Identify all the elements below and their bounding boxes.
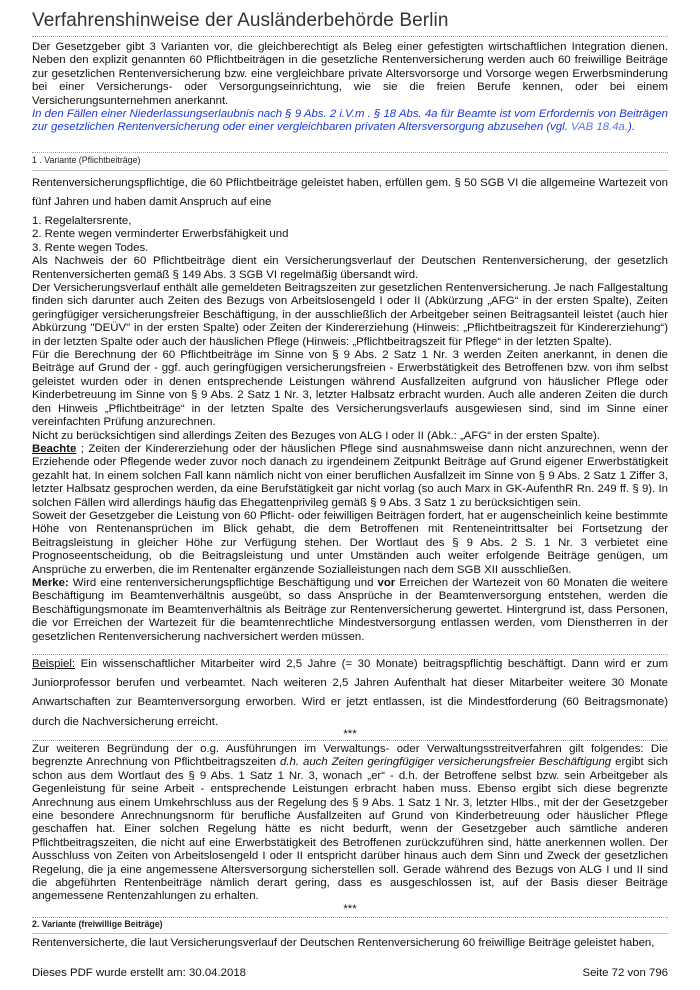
versicherungsverlauf-paragraph: Der Versicherungsverlauf enthält alle gemeldeten Beitragszeiten zur gesetzlichen Rentenversicherung. Je nach Fallgestaltung finden sich darunter auch Zeiten des Bezugs von Arbeitslosengeld I oder II (Abkürzung „AFG“ in der ersten Spalte), Zeiten geringfügiger versicherungsfreier Beschäftigung, in der ausschließlich der Arbeitgeber seinen Beitragsanteil leistet (auch hier Abkürzung "DEÜV" in der ersten Spalte) oder Zeiten der Kindererziehung (Hinweis: „Pflichtbeitragszeit für Kindererziehung“) in der letzten Spalte oder auch der häuslichen Pflege (Hinweis: „Pflichtbeitragszeit für Pflege“ in der letzten Spalte). [32,282,668,348]
variant2-heading: 2. Variante (freiwillige Beiträge) [32,919,163,929]
list-item: 1. Regelaltersrente, [32,215,132,227]
variant1-heading: 1 . Variante (Pflichtbeiträge) [32,155,141,165]
footer-created-date: Dieses PDF wurde erstellt am: 30.04.2018 [32,967,246,979]
beamte-note-end: ). [628,121,636,134]
title-divider [32,36,668,37]
separator-stars: *** [343,728,357,740]
beachte-paragraph [32,443,668,510]
begruendung-italic: d.h. auch Zeiten geringfügiger versicherungsfreier Beschäftigung [279,756,612,769]
footer-page-number: Seite 72 von 796 [582,967,668,979]
berechnung-paragraph: Für die Berechnung der 60 Pflichtbeiträge im Sinne von § 9 Abs. 2 Satz 1 Nr. 3 werden Zeiten anerkannt, in denen die Beiträge auf Grund der - ggf. auch geringfügigen versicherungsfreien - Erwerbstätigkeit des Betroffenen bzw. von ihm selbst geleistet wurden oder in denen entsprechende Leistungen während Ausfallzeiten aufgrund von häuslicher Pflege oder Kinderbetreuung im Sinne von § 9 Abs. 2 Satz 1 Nr. 3, letzter Halbsatz erbracht wurden. Auch alle anderen Zeiten die durch den Hinweis „Pflichtbeiträge“ in der letzten Spalte des Versicherungsverlaufs ausgewiesen sind, sind im Sinne einer vereinfachten Prüfung anzurechnen. [32,349,668,429]
merke-label: Merke: [32,576,69,589]
page-title: Verfahrenshinweise der Ausländerbehörde Berlin [32,10,449,31]
begruendung-text-b: ergibt sich schon aus dem Wortlaut des § 9 Abs. 1 Satz 1 Nr. 3, wonach „er“ - d.h. der Betroffene selbst bzw. sein Arbeitgeber als Gegenleistung für seine Arbeit - entsprechende Leistungen erbracht haben muss. Ebenso ergibt sich diese begrenzte Anrechnung aus einem Umkehrschluss aus der Regelung des § 9 Abs. 1 Satz 1 Nr. 3, letzter Hlbs., mit der der Gesetzgeber eine besondere Anrechnungsnorm für berufliche Ausfallzeiten auf Grund von Kinderbetreuung oder häuslicher Pflege geschaffen hat. Einer solchen Regelung hätte es nicht bedurft, wenn der Gesetzgeber auch sämtliche anderen Pflichtbeitragszeiten, die nicht auf eine Erwerbstätigkeit des Betroffenen zurückzuführen sind, hätte anerkennen wollen. Der Ausschluss von Zeiten von Arbeitslosengeld I oder II entspricht darüber hinaus auch dem Sinn und Zweck der gesetzlichen Regelung, die ja eine angemessene Altersversorgung sicherstellen soll. Gerade während des Bezugs von ALG I und II sind die abgeführten Rentenbeiträge nämlich derart gering, dass es ausgeschlossen ist, auf der Basis dieser Beiträge angemessene Rentenzahlungen zu erhalten. [32,756,668,903]
beamte-note [32,108,668,135]
list-item: 3. Rente wegen Todes. [32,241,149,254]
merke-text-a: Wird eine rentenversicherungspflichtige Beschäftigung und [68,576,378,589]
beachte-text: ; Zeiten der Kindererziehung oder der häuslichen Pflege sind ausnahmsweise dann nicht anzurechnen, wenn der Erziehende oder Pflegende weder zuvor noch danach zu irgendeinem Zeitpunkt Beiträge auf Grund eigener Erwerbstätigkeit gezahlt hat. In einem solchen Fall kann nämlich nicht von einer beruflichen Ausfallzeit im Sinne von § 9 Abs. 2 Satz 1 Ziffer 3, letzter Halbsatz gesprochen werden, da eine Berufstätigkeit gar nicht vorlag (so auch Marx in GK-AufenthR Rn. 249 ff. § 9). In solchen Fällen wird allerdings häufig das Ehegattenprivileg gemäß § 9 Abs. 3 Satz 1 zu berücksichtigen sein. [32,442,668,509]
merke-paragraph [32,577,668,644]
variant2-heading-rule [32,933,668,934]
beispiel-paragraph [32,655,668,732]
beachte-label: Beachte [32,442,77,455]
beispiel-label: Beispiel: [32,658,76,670]
intro-section [32,41,668,135]
merke-text-b: Erreichen der Wartezeit von 60 Monaten die weitere Beschäftigung im Beamtenverhältnis ausgeübt, so dass Ansprüche in der Beamtenversorgung entstehen, werden die Beschäftigungsmonate im Beamtenverhältnis als Beiträge zur Rentenversicherung gewertet. Hintergrund ist, dass Personen, die vor Erreichen der Wartezeit für die beamtenrechtliche Mindestversorgung entlassen werden, vom Dienstherren in der gesetzlichen Rentenversicherung nachversichert werden müssen. [32,576,668,643]
nachweis-paragraph: Als Nachweis der 60 Pflichtbeiträge dient ein Versicherungsverlauf der Deutschen Rentenversicherung, der gesetzlich Rentenversicherten gemäß § 149 Abs. 3 SGB VI regelmäßig übersandt wird. [32,255,668,281]
variant1-lead: Rentenversicherungspflichtige, die 60 Pflichtbeiträge geleistet haben, erfüllen gem. § 50 SGB VI die allgemeine Wartezeit von fünf Jahren und haben damit Anspruch auf eine [32,177,668,209]
vab-link[interactable]: VAB 18.4a. [571,121,629,134]
variant1-body [32,215,668,644]
variant2-lead: Rentenversicherte, die laut Versicherungsverlauf der Deutschen Rentenversicherung 60 freiwillige Beiträge geleistet haben, [32,937,655,949]
merke-vor: vor [377,576,396,589]
begruendung-paragraph [32,743,668,904]
variant2-divider [32,917,668,918]
beispiel-text: Ein wissenschaftlicher Mitarbeiter wird 2,5 Jahre (= 30 Monate) beitragspflichtig beschäftigt. Dann wird er zum Juniorprofessor berufen und verbeamtet. Nach weiteren 2,5 Jahren Aufenthalt hat dieser Mitarbeiter weitere 30 Monate Anwartschaften zur Beamtenversorgung erworben. Wird er jetzt entlassen, ist die Mindestforderung (60 Beitragsmonate) durch die Nachversicherung erreicht. [32,658,668,728]
variant1-heading-rule [32,170,668,171]
soweit-paragraph: Soweit der Gesetzgeber die Leistung von 60 Pflicht- oder feiwilligen Beiträgen fordert, hat er augenscheinlich keine bestimmte Höhe von Rentenansprüchen im Blick gehabt, die dem Betroffenen mit Renteneintrittsalter bei Fortsetzung der Beitragsleistung in gleicher Höhe zur Verfügung stehen. Der Wortlaut des § 9 Abs. 2 S. 1 Nr. 3 verbietet eine Prognoseentscheidung, ob die Beitragsleistung und unter Umständen auch weiter erfolgende Beiträge genügen, um Ansprüche zu erwerben, die im Rentenalter ergänzende Sozialleistungen nach dem SGB XII ausschließen. [32,509,668,576]
begruendung-text-a: Zur weiteren Begründung der o.g. Ausführungen im Verwaltungs- oder Verwaltungsstreitverfahren gilt folgendes: Die begrenzte Anrechnung von Pflichtbeitragszeiten [32,743,668,769]
intro-paragraph: Der Gesetzgeber gibt 3 Varianten vor, die gleichberechtigt als Beleg einer gefestigten wirtschaftlichen Integration dienen. Neben den explizit genannten 60 Pflichtbeiträgen in die gesetzliche Rentenversicherung werden auch 60 freiwillige Beiträge zur gesetzlichen Rentenversicherung bzw. eine vergleichbare private Altersvorsorge und Vorsorge wegen Erwerbsminderung bei einer Versicherungs- oder Versorgungseinrichtung, wie sie die freien Berufe kennen, oder bei einem Versicherungsunternehmen anerkannt. [32,41,668,107]
list-item: 2. Rente wegen verminderter Erwerbsfähigkeit und [32,228,289,241]
alg-paragraph: Nicht zu berücksichtigen sind allerdings Zeiten des Bezuges von ALG I oder II (Abk.: „AFG“ in der ersten Spalte). [32,429,600,442]
separator-stars: *** [343,903,357,915]
section-divider [32,152,668,153]
stars-divider [32,740,668,741]
beamte-note-text: In den Fällen einer Niederlassungserlaubnis nach § 9 Abs. 2 i.V.m . § 18 Abs. 4a für Beamte ist vom Erfordernis von Beiträgen zur gesetzlichen Rentenversicherung oder einer vergleichbaren privaten Altersversorgung abzusehen (vgl. [32,108,668,134]
